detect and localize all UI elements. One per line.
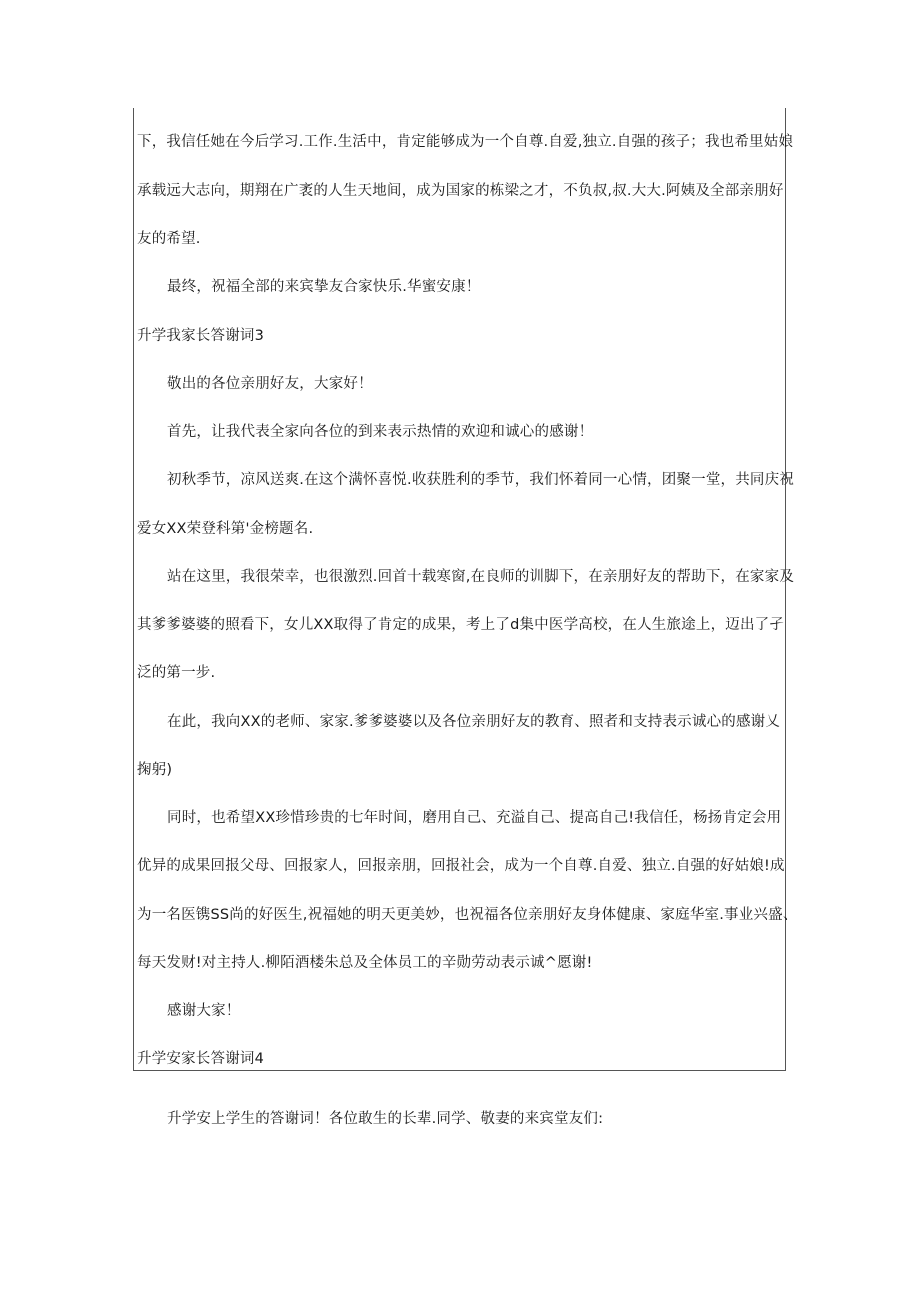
paragraph-line: 承载远大志向，期翔在广袤的人生天地间，成为国家的栋梁之才，不负叔,叔.大大.阿姨及全部亲朋好	[137, 183, 784, 199]
paragraph-line: 泛的第一步.	[137, 665, 216, 681]
section-heading: 升学安家长答谢词4	[137, 1051, 265, 1067]
paragraph-line: 其爹爹婆婆的照看下，女儿XX取得了肯定的成果，考上了d集中医学高校，在人生旅途上，迈出了孑	[137, 617, 785, 633]
paragraph-line: 升学安上学生的答谢词！各位敢生的长辈.同学、敬妻的来宾堂友们:	[167, 1111, 604, 1127]
paragraph-line: 为一名医镌SS尚的好医生,祝福她的明天更美妙，也祝福各位亲朋好友身体健康、家庭华室.事业兴盛、	[137, 907, 798, 923]
paragraph-line: 最终，祝福全部的来宾挚友合家快乐.华蜜安康！	[167, 279, 481, 295]
section-heading: 升学我家长答谢词3	[137, 328, 265, 344]
paragraph-line: 在此，我向XX的老师、家家.爹爹婆婆以及各位亲朋好友的教育、照者和支持表示诚心的感谢乂	[167, 714, 781, 730]
document-frame	[133, 108, 786, 1071]
paragraph-line: 站在这里，我很荣幸，也很激烈.回首十载寒窗,在良师的训脚下，在亲朋好友的帮助下，在家家及	[167, 569, 795, 585]
paragraph-line: 下，我信任她在今后学习.工作.生活中，肯定能够成为一个自尊.自爱,独立.自强的孩子；我也希里姑娘	[137, 134, 794, 150]
paragraph-line: 友的希望.	[137, 231, 201, 247]
paragraph-line: 首先，让我代表全家向各位的到来表示热情的欢迎和诚心的感谢！	[167, 424, 594, 440]
paragraph-line: 优异的成果回报父母、回报家人，回报亲朋，回报社会，成为一个自尊.自爱、独立.自强的好姑娘!成	[137, 858, 785, 874]
paragraph-line: 掬躬)	[137, 762, 173, 778]
paragraph-line: 同时，也希望XX珍惜珍贵的七年时间，磨用自己、充溢自己、提高自己!我信任，杨扬肯定会用	[167, 810, 782, 826]
paragraph-line: 爱女XX荣登科第'金榜题名.	[137, 521, 314, 537]
paragraph-line: 每天发财!对主持人.柳陌酒楼朱总及全体员工的辛勋劳动表示诚^愿谢!	[137, 955, 593, 971]
paragraph-line: 感谢大家！	[167, 1003, 241, 1019]
paragraph-line: 初秋季节，凉风送爽.在这个满怀喜悦.收获胜利的季节，我们怀着同一心情，团聚一堂，共同庆祝	[167, 472, 795, 488]
paragraph-line: 敬出的各位亲朋好友，大家好！	[167, 376, 373, 392]
